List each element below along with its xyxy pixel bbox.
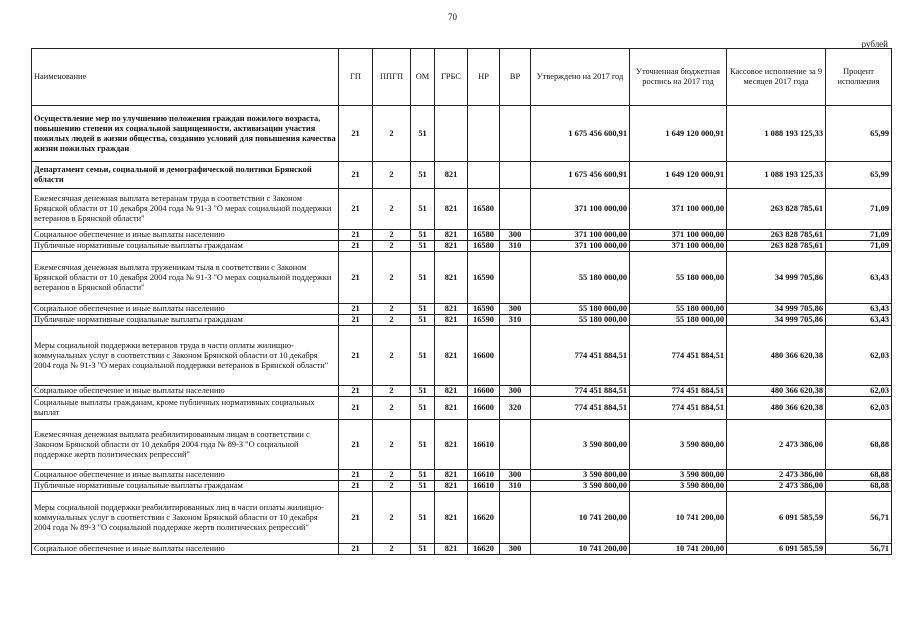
cell-name: Социальное обеспечение и иные выплаты населению <box>32 304 339 315</box>
cell-ppgp: 2 <box>373 397 411 420</box>
cell-percent: 68,88 <box>826 470 892 481</box>
cell-refined: 55 180 000,00 <box>630 304 727 315</box>
cell-approved: 3 590 800,00 <box>531 420 630 470</box>
cell-vr: 320 <box>500 397 531 420</box>
cell-om: 51 <box>411 304 435 315</box>
cell-approved: 10 741 200,00 <box>531 544 630 555</box>
cell-approved: 371 100 000,00 <box>531 241 630 252</box>
header-name: Наименование <box>32 49 339 106</box>
cell-refined: 3 590 800,00 <box>630 470 727 481</box>
cell-grbs: 821 <box>435 189 468 230</box>
cell-gp: 21 <box>339 304 373 315</box>
cell-np: 16610 <box>468 470 500 481</box>
cell-om: 51 <box>411 230 435 241</box>
cell-om: 51 <box>411 470 435 481</box>
cell-name: Социальные выплаты гражданам, кроме публичных нормативных социальных выплат <box>32 397 339 420</box>
cell-refined: 774 451 884,51 <box>630 386 727 397</box>
cell-percent: 63,43 <box>826 315 892 326</box>
cell-refined: 371 100 000,00 <box>630 241 727 252</box>
cell-percent: 62,03 <box>826 326 892 386</box>
cell-approved: 371 100 000,00 <box>531 230 630 241</box>
cell-grbs <box>435 106 468 162</box>
cell-name: Социальное обеспечение и иные выплаты населению <box>32 230 339 241</box>
cell-grbs: 821 <box>435 326 468 386</box>
cell-cash: 263 828 785,61 <box>727 189 826 230</box>
cell-ppgp: 2 <box>373 162 411 189</box>
cell-cash: 480 366 620,38 <box>727 397 826 420</box>
cell-ppgp: 2 <box>373 252 411 304</box>
cell-np: 16590 <box>468 252 500 304</box>
cell-grbs: 821 <box>435 252 468 304</box>
cell-name: Меры социальной поддержки ветеранов труда в части оплаты жилищно-коммунальных услуг в соответствии с Законом Брянской области от 10 декабря 2004 года № 91-З "О мерах социальной поддержки ветеранов в Брянской области" <box>32 326 339 386</box>
cell-gp: 21 <box>339 230 373 241</box>
cell-percent: 62,03 <box>826 386 892 397</box>
cell-name: Ежемесячная денежная выплата труженикам тыла в соответствии с Законом Брянской области от 10 декабря 2004 года № 91-З "О мерах социальной поддержки ветеранов в Брянской области" <box>32 252 339 304</box>
table-row <box>32 304 892 315</box>
cell-vr: 300 <box>500 230 531 241</box>
cell-percent: 65,99 <box>826 162 892 189</box>
cell-np: 16590 <box>468 315 500 326</box>
cell-ppgp: 2 <box>373 544 411 555</box>
cell-name: Публичные нормативные социальные выплаты гражданам <box>32 481 339 492</box>
cell-np: 16600 <box>468 386 500 397</box>
cell-ppgp: 2 <box>373 106 411 162</box>
cell-cash: 2 473 386,00 <box>727 481 826 492</box>
cell-gp: 21 <box>339 162 373 189</box>
cell-refined: 371 100 000,00 <box>630 189 727 230</box>
cell-vr: 310 <box>500 481 531 492</box>
cell-ppgp: 2 <box>373 304 411 315</box>
cell-np: 16600 <box>468 397 500 420</box>
cell-om: 51 <box>411 420 435 470</box>
cell-vr: 300 <box>500 386 531 397</box>
cell-approved: 371 100 000,00 <box>531 189 630 230</box>
cell-om: 51 <box>411 544 435 555</box>
cell-percent: 68,88 <box>826 420 892 470</box>
cell-om: 51 <box>411 492 435 544</box>
table-row <box>32 230 892 241</box>
cell-np: 16580 <box>468 241 500 252</box>
cell-name: Меры социальной поддержки реабилитированных лиц в части оплаты жилищно-коммунальных услуг в соответствии с Законом Брянской области от 10 декабря 2004 года № 89-З "О социальной поддержке жертв политических репрессий" <box>32 492 339 544</box>
cell-approved: 10 741 200,00 <box>531 492 630 544</box>
table-row <box>32 241 892 252</box>
cell-vr <box>500 326 531 386</box>
cell-vr: 300 <box>500 304 531 315</box>
cell-refined: 774 451 884,51 <box>630 326 727 386</box>
cell-om: 51 <box>411 162 435 189</box>
cell-percent: 56,71 <box>826 544 892 555</box>
cell-gp: 21 <box>339 544 373 555</box>
cell-grbs: 821 <box>435 470 468 481</box>
cell-grbs: 821 <box>435 241 468 252</box>
cell-np: 16610 <box>468 481 500 492</box>
cell-np <box>468 106 500 162</box>
cell-om: 51 <box>411 326 435 386</box>
cell-cash: 34 999 705,86 <box>727 252 826 304</box>
cell-om: 51 <box>411 315 435 326</box>
cell-np: 16620 <box>468 492 500 544</box>
cell-percent: 62,03 <box>826 397 892 420</box>
cell-gp: 21 <box>339 315 373 326</box>
cell-name: Социальное обеспечение и иные выплаты населению <box>32 386 339 397</box>
cell-name: Ежемесячная денежная выплата реабилитированным лицам в соответствии с Законом Брянской области от 10 декабря 2004 года № 89-З "О социальной поддержке жертв политических репрессий" <box>32 420 339 470</box>
cell-cash: 480 366 620,38 <box>727 386 826 397</box>
cell-vr <box>500 252 531 304</box>
cell-gp: 21 <box>339 189 373 230</box>
cell-gp: 21 <box>339 470 373 481</box>
cell-approved: 774 451 884,51 <box>531 397 630 420</box>
cell-vr <box>500 162 531 189</box>
cell-ppgp: 2 <box>373 470 411 481</box>
cell-vr: 300 <box>500 544 531 555</box>
cell-name: Департамент семьи, социальной и демографической политики Брянской области <box>32 162 339 189</box>
cell-grbs: 821 <box>435 162 468 189</box>
header-vr: ВР <box>500 49 531 106</box>
cell-cash: 263 828 785,61 <box>727 241 826 252</box>
cell-om: 51 <box>411 397 435 420</box>
cell-grbs: 821 <box>435 397 468 420</box>
table-row <box>32 481 892 492</box>
cell-grbs: 821 <box>435 420 468 470</box>
cell-cash: 6 091 585,59 <box>727 544 826 555</box>
cell-percent: 56,71 <box>826 492 892 544</box>
cell-percent: 71,09 <box>826 189 892 230</box>
cell-name: Публичные нормативные социальные выплаты гражданам <box>32 315 339 326</box>
cell-om: 51 <box>411 106 435 162</box>
table-row <box>32 470 892 481</box>
cell-cash: 6 091 585,59 <box>727 492 826 544</box>
cell-approved: 1 675 456 600,91 <box>531 106 630 162</box>
table-row <box>32 326 892 386</box>
table-row <box>32 386 892 397</box>
cell-percent: 71,09 <box>826 241 892 252</box>
cell-ppgp: 2 <box>373 189 411 230</box>
cell-refined: 371 100 000,00 <box>630 230 727 241</box>
cell-ppgp: 2 <box>373 492 411 544</box>
cell-approved: 55 180 000,00 <box>531 252 630 304</box>
cell-vr: 310 <box>500 315 531 326</box>
cell-np <box>468 162 500 189</box>
cell-approved: 1 675 456 600,91 <box>531 162 630 189</box>
header-grbs: ГРБС <box>435 49 468 106</box>
table-row <box>32 106 892 162</box>
cell-cash: 2 473 386,00 <box>727 420 826 470</box>
cell-gp: 21 <box>339 386 373 397</box>
page-number: 70 <box>448 12 457 22</box>
cell-ppgp: 2 <box>373 241 411 252</box>
cell-gp: 21 <box>339 492 373 544</box>
cell-vr: 300 <box>500 470 531 481</box>
cell-om: 51 <box>411 252 435 304</box>
cell-approved: 55 180 000,00 <box>531 315 630 326</box>
cell-refined: 1 649 120 000,91 <box>630 162 727 189</box>
cell-om: 51 <box>411 189 435 230</box>
units-label: рублей <box>861 39 888 49</box>
table-row <box>32 397 892 420</box>
table-row <box>32 544 892 555</box>
cell-refined: 55 180 000,00 <box>630 315 727 326</box>
cell-percent: 71,09 <box>826 230 892 241</box>
cell-vr <box>500 492 531 544</box>
table-row <box>32 162 892 189</box>
cell-name: Социальное обеспечение и иные выплаты населению <box>32 544 339 555</box>
cell-om: 51 <box>411 241 435 252</box>
cell-approved: 3 590 800,00 <box>531 481 630 492</box>
cell-np: 16620 <box>468 544 500 555</box>
cell-om: 51 <box>411 386 435 397</box>
cell-approved: 774 451 884,51 <box>531 386 630 397</box>
header-refined: Уточненная бюджетная роспись на 2017 год <box>630 49 727 106</box>
cell-percent: 68,88 <box>826 481 892 492</box>
cell-om: 51 <box>411 481 435 492</box>
cell-gp: 21 <box>339 326 373 386</box>
cell-name: Публичные нормативные социальные выплаты гражданам <box>32 241 339 252</box>
header-approved: Утверждено на 2017 год <box>531 49 630 106</box>
cell-approved: 3 590 800,00 <box>531 470 630 481</box>
cell-gp: 21 <box>339 397 373 420</box>
table-header-row <box>32 49 892 106</box>
cell-gp: 21 <box>339 420 373 470</box>
cell-cash: 34 999 705,86 <box>727 315 826 326</box>
header-ppgp: ППГП <box>373 49 411 106</box>
cell-ppgp: 2 <box>373 326 411 386</box>
cell-cash: 1 088 193 125,33 <box>727 106 826 162</box>
cell-ppgp: 2 <box>373 420 411 470</box>
cell-grbs: 821 <box>435 315 468 326</box>
cell-name: Осуществление мер по улучшению положения граждан пожилого возраста, повышению степени их социальной защищенности, активизации участия пожилых людей в жизни общества, созданию условий для повышения качества жизни пожилых граждан <box>32 106 339 162</box>
cell-refined: 1 649 120 000,91 <box>630 106 727 162</box>
cell-gp: 21 <box>339 241 373 252</box>
table-row <box>32 420 892 470</box>
cell-grbs: 821 <box>435 230 468 241</box>
table-row <box>32 315 892 326</box>
table-row <box>32 252 892 304</box>
cell-np: 16580 <box>468 189 500 230</box>
cell-refined: 10 741 200,00 <box>630 544 727 555</box>
cell-refined: 3 590 800,00 <box>630 481 727 492</box>
cell-vr: 310 <box>500 241 531 252</box>
cell-ppgp: 2 <box>373 315 411 326</box>
cell-cash: 480 366 620,38 <box>727 326 826 386</box>
header-gp: ГП <box>339 49 373 106</box>
cell-np: 16580 <box>468 230 500 241</box>
cell-vr <box>500 420 531 470</box>
cell-np: 16590 <box>468 304 500 315</box>
cell-grbs: 821 <box>435 492 468 544</box>
table-row <box>32 492 892 544</box>
cell-name: Ежемесячная денежная выплата ветеранам труда в соответствии с Законом Брянской области от 10 декабря 2004 года № 91-З "О мерах социальной поддержки ветеранов в Брянской области" <box>32 189 339 230</box>
cell-refined: 774 451 884,51 <box>630 397 727 420</box>
cell-np: 16610 <box>468 420 500 470</box>
cell-np: 16600 <box>468 326 500 386</box>
cell-gp: 21 <box>339 106 373 162</box>
cell-refined: 55 180 000,00 <box>630 252 727 304</box>
cell-gp: 21 <box>339 481 373 492</box>
header-percent: Процент исполнения <box>826 49 892 106</box>
cell-cash: 263 828 785,61 <box>727 230 826 241</box>
cell-grbs: 821 <box>435 304 468 315</box>
cell-cash: 1 088 193 125,33 <box>727 162 826 189</box>
cell-percent: 63,43 <box>826 304 892 315</box>
cell-percent: 65,99 <box>826 106 892 162</box>
cell-vr <box>500 106 531 162</box>
cell-ppgp: 2 <box>373 386 411 397</box>
header-cash: Кассовое исполнение за 9 месяцев 2017 года <box>727 49 826 106</box>
cell-gp: 21 <box>339 252 373 304</box>
cell-ppgp: 2 <box>373 230 411 241</box>
cell-grbs: 821 <box>435 386 468 397</box>
cell-percent: 63,43 <box>826 252 892 304</box>
cell-refined: 3 590 800,00 <box>630 420 727 470</box>
cell-grbs: 821 <box>435 481 468 492</box>
table-row <box>32 189 892 230</box>
cell-grbs: 821 <box>435 544 468 555</box>
header-om: ОМ <box>411 49 435 106</box>
cell-name: Социальное обеспечение и иные выплаты населению <box>32 470 339 481</box>
cell-vr <box>500 189 531 230</box>
cell-cash: 2 473 386,00 <box>727 470 826 481</box>
header-np: НР <box>468 49 500 106</box>
cell-approved: 55 180 000,00 <box>531 304 630 315</box>
cell-ppgp: 2 <box>373 481 411 492</box>
budget-table <box>31 48 892 555</box>
cell-approved: 774 451 884,51 <box>531 326 630 386</box>
cell-refined: 10 741 200,00 <box>630 492 727 544</box>
table-body <box>32 106 892 555</box>
cell-cash: 34 999 705,86 <box>727 304 826 315</box>
